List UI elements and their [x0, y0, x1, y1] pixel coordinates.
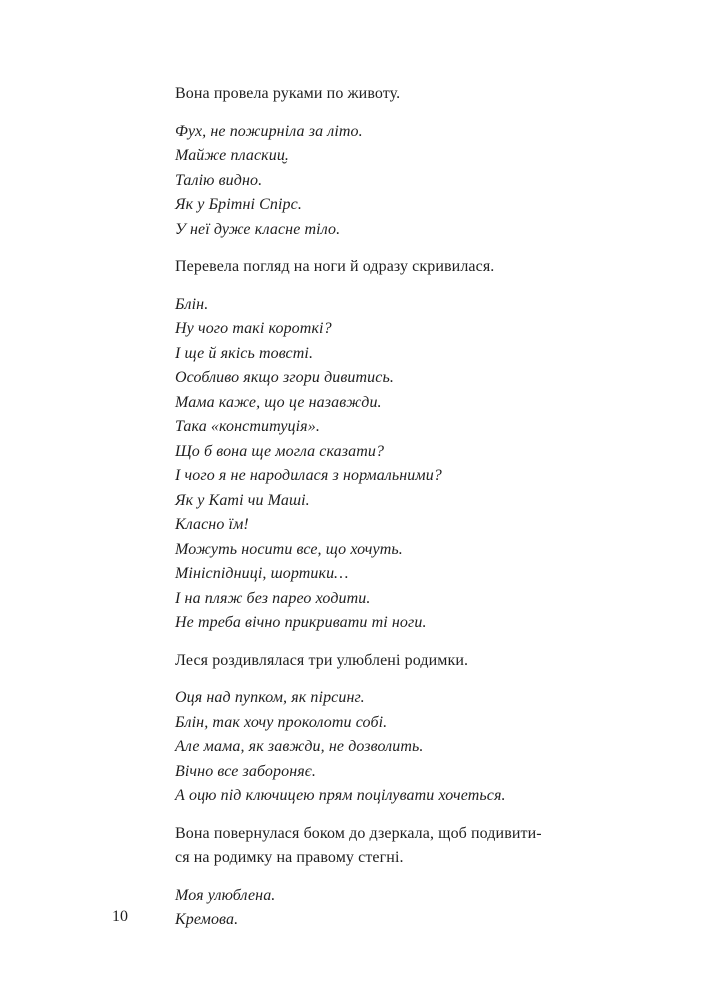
text-line: Вона повернулася боком до дзеркала, щоб подивити- [175, 824, 542, 842]
text-line: Кремова. [175, 911, 239, 928]
text-line: Оця над пупком, як пірсинг. [175, 689, 365, 706]
paragraph-gap [175, 809, 590, 822]
text-line: Але мама, як завжди, не дозволить. [175, 738, 424, 755]
inner-monologue-paragraph [175, 120, 590, 243]
text-line: І ще й якісь товсті. [175, 344, 314, 362]
paragraph-gap [175, 871, 590, 884]
text-line: Можуть носити все, що хочуть. [175, 540, 403, 558]
paragraph-gap [175, 280, 590, 293]
inner-monologue-paragraph [175, 884, 590, 933]
text-line: Леся роздивлялася три улюблені родимки. [175, 651, 469, 669]
narration-paragraph [175, 82, 590, 107]
narration-paragraph [175, 649, 590, 674]
text-line: Мініспідниці, шортики… [175, 565, 349, 582]
paragraph-gap [175, 107, 590, 120]
text-line: Класно їм! [175, 516, 249, 533]
inner-monologue-paragraph [175, 686, 590, 809]
text-line: Вічно все забороняє. [175, 762, 316, 780]
text-line: А оцю під ключицею прям поцілувати хочеться. [175, 787, 506, 804]
body-text [175, 82, 590, 933]
text-line: Мама каже, що це назавжди. [175, 393, 382, 411]
text-line: Блін. [175, 295, 209, 313]
text-line: Моя улюблена. [175, 886, 276, 904]
text-line: Як у Брітні Спірс. [175, 196, 302, 213]
text-line: У неї дуже класне тіло. [175, 220, 341, 238]
page-number: 10 [112, 908, 128, 925]
narration-paragraph [175, 822, 590, 871]
text-line: ся на родимку на правому стегні. [175, 849, 404, 866]
text-line: Що б вона ще могла сказати? [175, 442, 385, 460]
text-line: Фух, не пожирніла за літо. [175, 122, 363, 140]
text-line: Блін, так хочу проколоти собі. [175, 713, 388, 731]
text-line: Особливо якщо згори дивитись. [175, 369, 394, 386]
paragraph-gap [175, 673, 590, 686]
text-line: І на пляж без парео ходити. [175, 589, 371, 607]
paragraph-gap [175, 242, 590, 255]
text-line: Перевела погляд на ноги й одразу скривилася. [175, 258, 495, 275]
text-line: Майже пласкии̮. [175, 147, 290, 164]
narration-paragraph [175, 255, 590, 280]
text-line: Не треба вічно прикривати ті ноги. [175, 614, 427, 631]
inner-monologue-paragraph [175, 293, 590, 636]
text-line: Ну чого такі короткі? [175, 320, 332, 337]
text-line: Така «конституція». [175, 418, 320, 435]
text-line: Як у Каті чи Маші. [175, 491, 310, 509]
text-line: І чого я не народилася з нормальними? [175, 467, 442, 484]
paragraph-gap [175, 636, 590, 649]
text-line: Талію видно. [175, 171, 263, 189]
text-line: Вона провела руками по животу. [175, 85, 401, 102]
